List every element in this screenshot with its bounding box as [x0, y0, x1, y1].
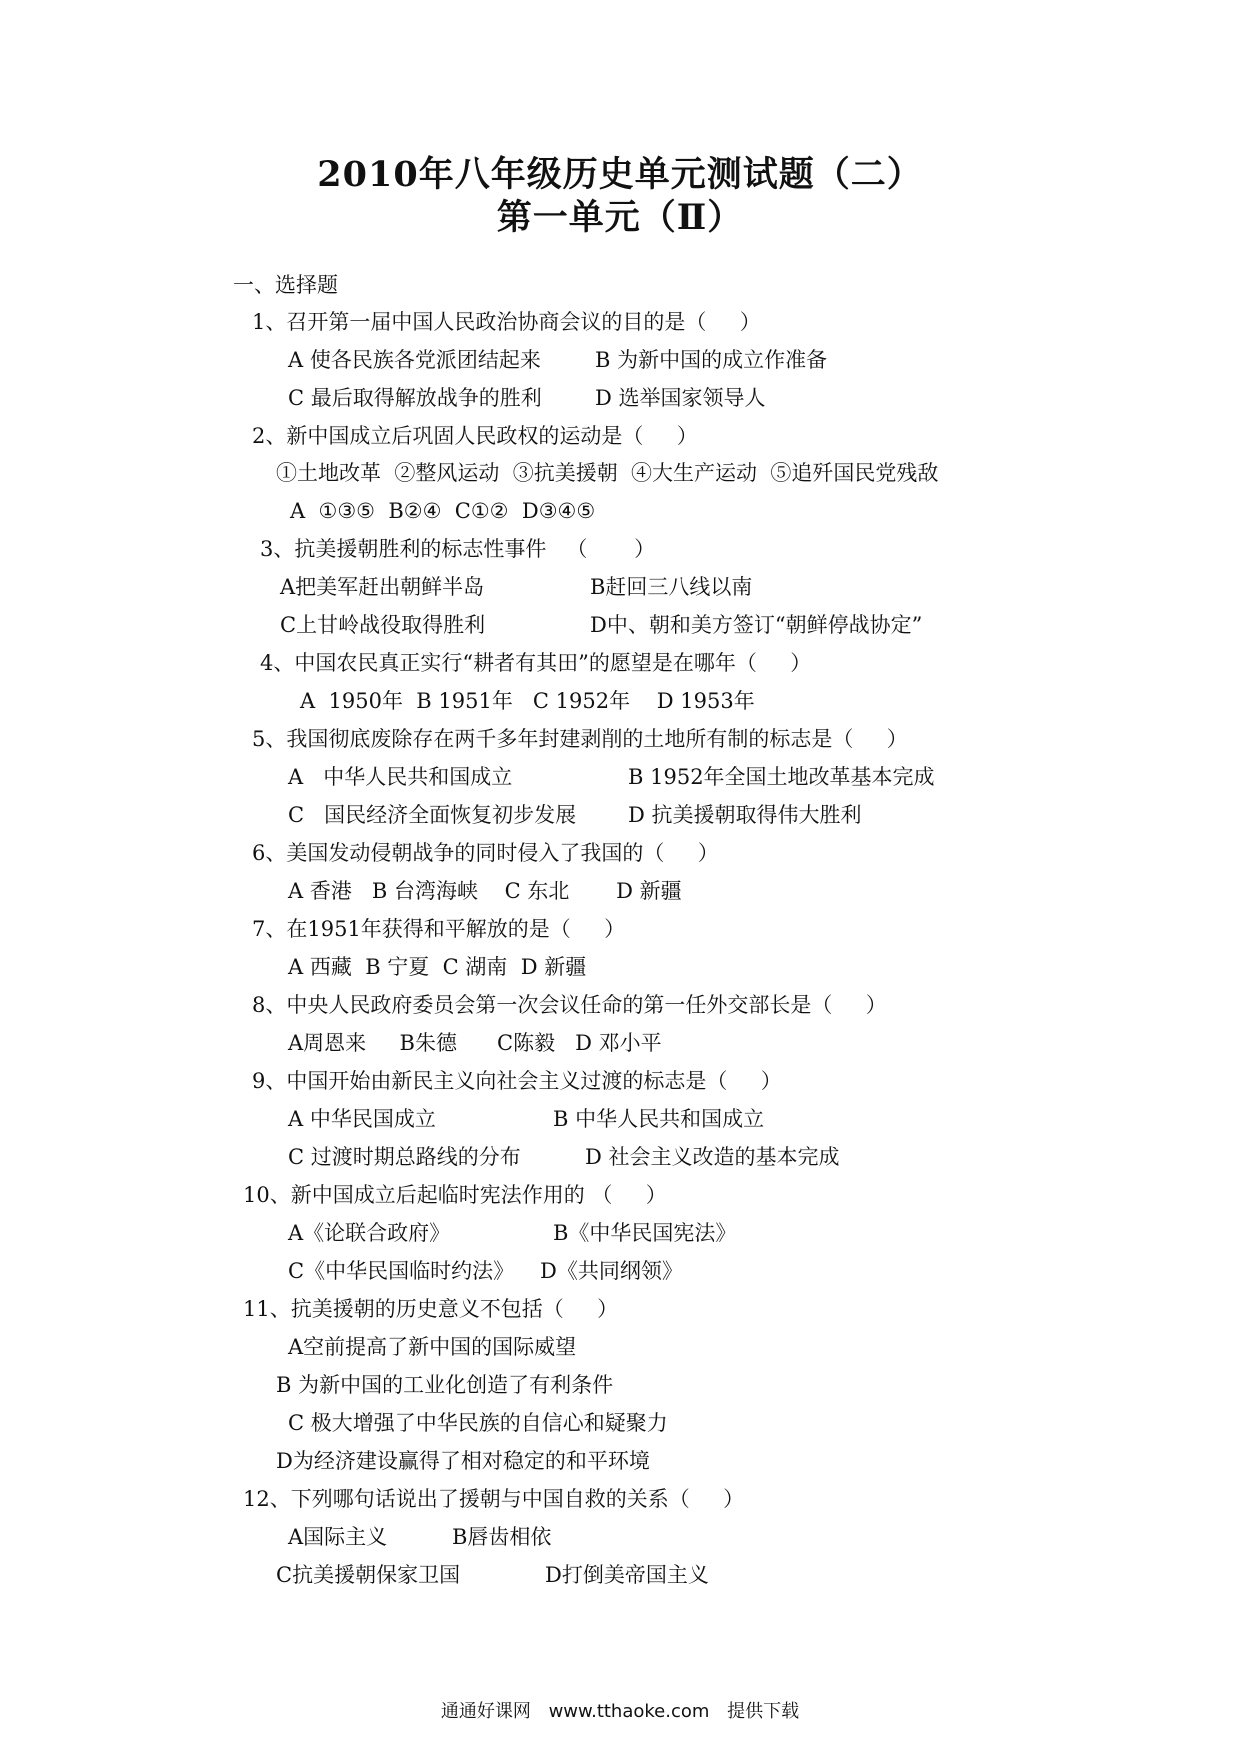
page-title: 2010年八年级历史单元测试题（二） [317, 154, 923, 195]
q9-option-a: A 中华民国成立 [288, 1107, 436, 1131]
q9-option-c: C 过渡时期总路线的分布 [288, 1145, 521, 1169]
q3-option-b: B赶回三八线以南 [590, 575, 753, 599]
q1-option-d: D 选举国家领导人 [595, 386, 766, 410]
q10-option-c: C《中华民国临时约法》 [288, 1259, 515, 1283]
q5-option-b: B 1952年全国土地改革基本完成 [628, 765, 935, 789]
question-4: 4、中国农民真正实行“耕者有其田”的愿望是在哪年（ ） [260, 651, 812, 675]
q9-option-d: D 社会主义改造的基本完成 [585, 1145, 840, 1169]
question-1: 1、召开第一届中国人民政治协商会议的目的是（ ） [252, 310, 761, 334]
q3-option-a: A把美军赶出朝鲜半岛 [280, 575, 485, 599]
q10-option-d: D《共同纲领》 [540, 1259, 683, 1283]
question-9: 9、中国开始由新民主义向社会主义过渡的标志是（ ） [252, 1069, 782, 1093]
q5-option-c: C 国民经济全面恢复初步发展 [288, 803, 577, 827]
q11-option-a: A空前提高了新中国的国际威望 [288, 1335, 577, 1359]
q10-option-a: A《论联合政府》 [288, 1221, 451, 1245]
footer-download: 提供下载 [727, 1701, 800, 1722]
page-subtitle: 第一单元（Ⅱ） [496, 197, 744, 238]
question-5: 5、我国彻底废除存在两千多年封建剥削的土地所有制的标志是（ ） [252, 727, 908, 751]
q5-option-a: A 中华人民共和国成立 [288, 765, 513, 789]
q3-option-c: C上甘岭战役取得胜利 [280, 613, 486, 637]
q12-option-c: C抗美援朝保家卫国 [276, 1563, 461, 1587]
q11-option-c: C 极大增强了中华民族的自信心和疑聚力 [288, 1411, 668, 1435]
footer-url[interactable]: www.tthaoke.com [548, 1701, 710, 1722]
question-10: 10、新中国成立后起临时宪法作用的 （ ） [243, 1183, 667, 1207]
question-12: 12、下列哪句话说出了援朝与中国自救的关系（ ） [243, 1487, 745, 1511]
q12-option-a: A国际主义 [288, 1525, 388, 1549]
question-7: 7、在1951年获得和平解放的是（ ） [252, 917, 626, 941]
q12-option-d: D打倒美帝国主义 [545, 1563, 709, 1587]
q1-option-a: A 使各民族各党派团结起来 [288, 348, 541, 372]
question-6: 6、美国发动侵朝战争的同时侵入了我国的（ ） [252, 841, 719, 865]
q7-options: A 西藏 B 宁夏 C 湖南 D 新疆 [288, 955, 587, 979]
footer-site-name: 通通好课网 [440, 1701, 531, 1722]
q6-options: A 香港 B 台湾海峡 C 东北 D 新疆 [288, 879, 682, 903]
q11-option-b: B 为新中国的工业化创造了有利条件 [276, 1373, 614, 1397]
q10-option-b: B《中华民国宪法》 [553, 1221, 737, 1245]
q9-option-b: B 中华人民共和国成立 [553, 1107, 765, 1131]
q8-options: A周恩来 B朱德 C陈毅 D 邓小平 [288, 1031, 662, 1055]
q1-option-b: B 为新中国的成立作准备 [595, 348, 828, 372]
question-3: 3、抗美援朝胜利的标志性事件 （ ） [260, 537, 656, 561]
q11-option-d: D为经济建设赢得了相对稳定的和平环境 [276, 1449, 650, 1473]
page-footer [0, 1697, 1240, 1723]
question-11: 11、抗美援朝的历史意义不包括（ ） [243, 1297, 619, 1321]
question-8: 8、中央人民政府委员会第一次会议任命的第一任外交部长是（ ） [252, 993, 887, 1017]
q2-items: ①土地改革 ②整风运动 ③抗美援朝 ④大生产运动 ⑤追歼国民党残敌 [276, 461, 939, 485]
section-heading: 一、选择题 [233, 273, 338, 297]
q3-option-d: D中、朝和美方签订“朝鲜停战协定” [590, 613, 923, 637]
q2-options: A ①③⑤ B②④ C①② D③④⑤ [290, 499, 596, 523]
q4-options: A 1950年 B 1951年 C 1952年 D 1953年 [300, 689, 755, 713]
q1-option-c: C 最后取得解放战争的胜利 [288, 386, 542, 410]
q5-option-d: D 抗美援朝取得伟大胜利 [628, 803, 862, 827]
question-2: 2、新中国成立后巩固人民政权的运动是（ ） [252, 424, 698, 448]
q12-option-b: B唇齿相依 [452, 1525, 552, 1549]
